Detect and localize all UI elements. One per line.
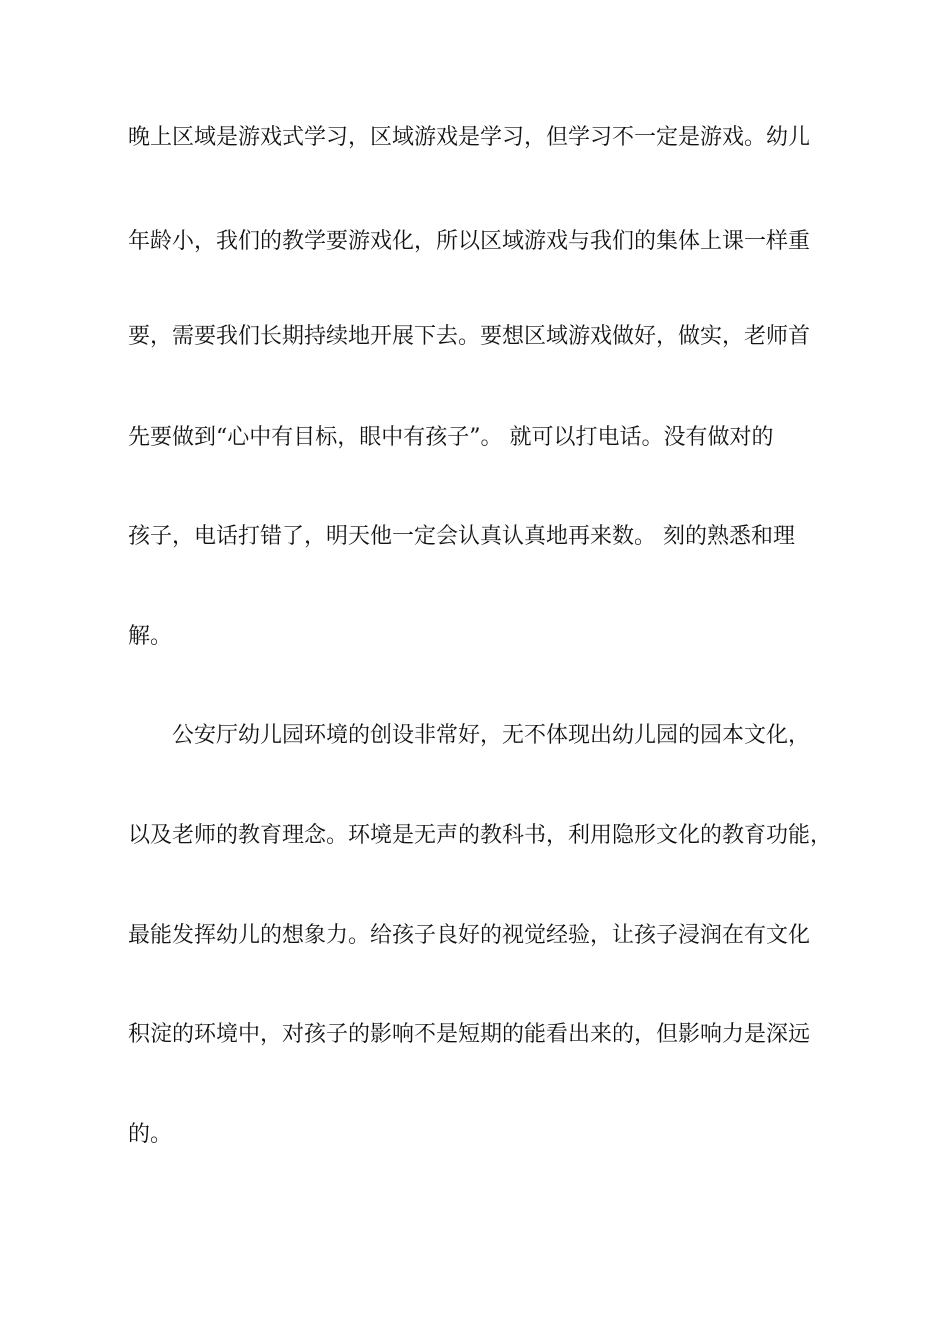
paragraph-line: 晚上区域是游戏式学习，区域游戏是学习，但学习不一定是游戏。幼儿	[128, 125, 811, 150]
paragraph-line: 年龄小，我们的教学要游戏化，所以区域游戏与我们的集体上课一样重	[128, 229, 811, 254]
paragraph-line: 最能发挥幼儿的想象力。给孩子良好的视觉经验，让孩子浸润在有文化	[128, 923, 811, 948]
paragraph-line: 解。	[128, 624, 173, 649]
paragraph-line: 的。	[128, 1122, 173, 1147]
paragraph-line: 公安厅幼儿园环境的创设非常好，无不体现出幼儿园的园本文化，	[172, 723, 811, 748]
paragraph-line: 以及老师的教育理念。环境是无声的教科书，利用隐形文化的教育功能，	[128, 823, 833, 848]
paragraph-line: 先要做到“心中有目标，眼中有孩子”。 就可以打电话。没有做对的	[128, 425, 774, 450]
paragraph-line: 孩子，电话打错了，明天他一定会认真认真地再来数。 刻的熟悉和理	[128, 524, 795, 549]
paragraph-line: 要，需要我们长期持续地开展下去。要想区域游戏做好，做实，老师首	[128, 324, 811, 349]
paragraph-line: 积淀的环境中，对孩子的影响不是短期的能看出来的，但影响力是深远	[128, 1022, 811, 1047]
